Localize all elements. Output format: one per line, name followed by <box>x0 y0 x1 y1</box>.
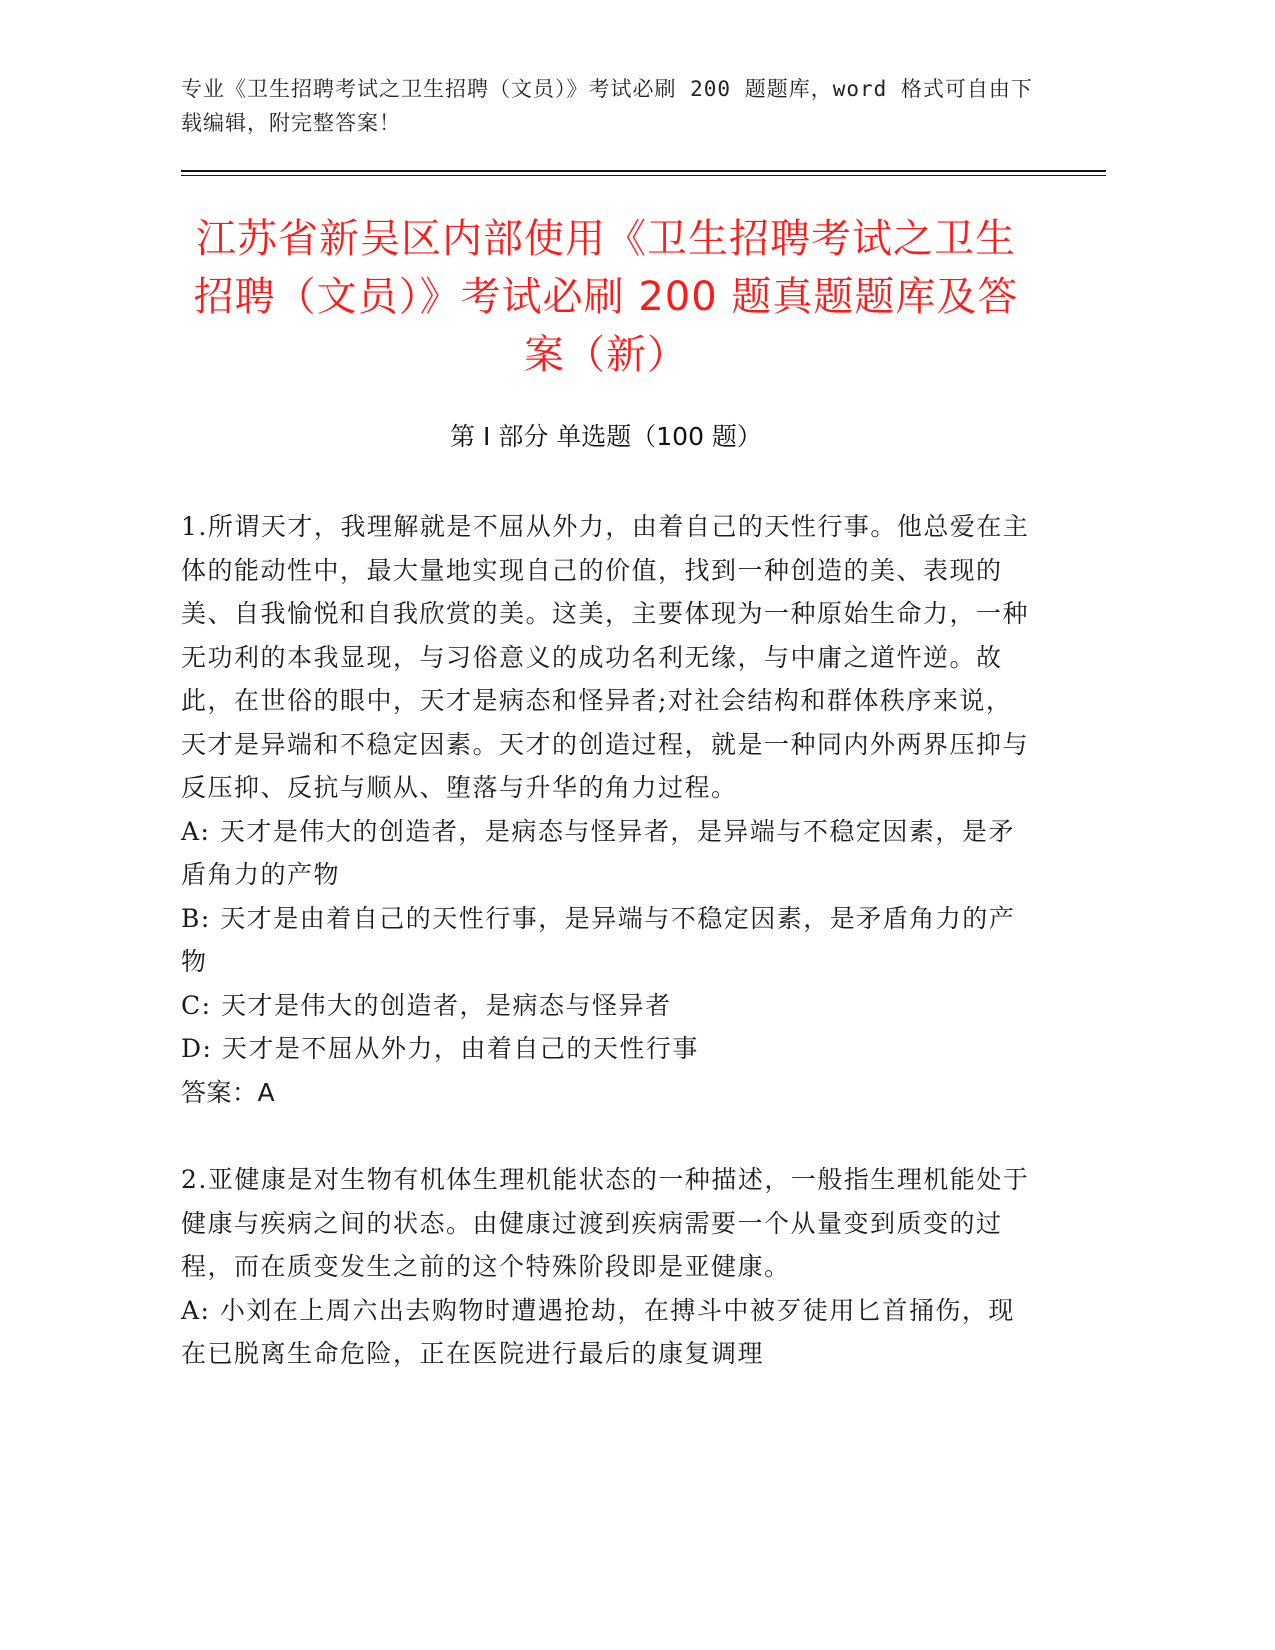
question-block-1 <box>181 505 1031 1114</box>
document-title: 江苏省新吴区内部使用《卫生招聘考试之卫生招聘（文员）》考试必刷 200 题真题题库及答案（新） <box>193 216 1019 378</box>
option-a: A: 小刘在上周六出去购物时遭遇抢劫，在搏斗中被歹徒用匕首捅伤，现在已脱离生命危险，正在医院进行最后的康复调理 <box>181 1295 1015 1368</box>
option-d: D: 天才是不屈从外力，由着自己的天性行事 <box>181 1034 699 1063</box>
header-note: 专业《卫生招聘考试之卫生招聘（文员）》考试必刷 200 题题库，word 格式可自由下载编辑，附完整答案！ <box>181 77 1033 135</box>
answer-line: 答案：A <box>181 1077 276 1107</box>
option-b: B: 天才是由着自己的天性行事，是异端与不稳定因素，是矛盾角力的产物 <box>181 903 1016 976</box>
header-divider-thin <box>181 175 1106 176</box>
option-c: C: 天才是伟大的创造者，是病态与怪异者 <box>181 990 672 1020</box>
header-divider-thick <box>181 170 1106 172</box>
question-block-2 <box>181 1158 1031 1376</box>
section-heading: 第 I 部分 单选题（100 题） <box>450 422 762 451</box>
question-stem: 1.所谓天才，我理解就是不屈从外力，由着自己的天性行事。他总爱在主体的能动性中，最大量地实现自己的价值，找到一种创造的美、表现的美、自我愉悦和自我欣赏的美。这美，主要体现为一种原始生命力，一种无功利的本我显现，与习俗意义的成功名利无缘，与中庸之道忤逆。故此，在世俗的眼中，天才是病态和怪异者;对社会结构和群体秩序来说，天才是异端和不稳定因素。天才的创造过程，就是一种同内外两界压抑与反压抑、反抗与顺从、堕落与升华的角力过程。 <box>181 512 1030 802</box>
question-stem: 2.亚健康是对生物有机体生理机能状态的一种描述，一般指生理机能处于健康与疾病之间的状态。由健康过渡到疾病需要一个从量变到质变的过程，而在质变发生之前的这个特殊阶段即是亚健康。 <box>181 1165 1030 1281</box>
option-a: A: 天才是伟大的创造者，是病态与怪异者，是异端与不稳定因素，是矛盾角力的产物 <box>181 816 1015 889</box>
